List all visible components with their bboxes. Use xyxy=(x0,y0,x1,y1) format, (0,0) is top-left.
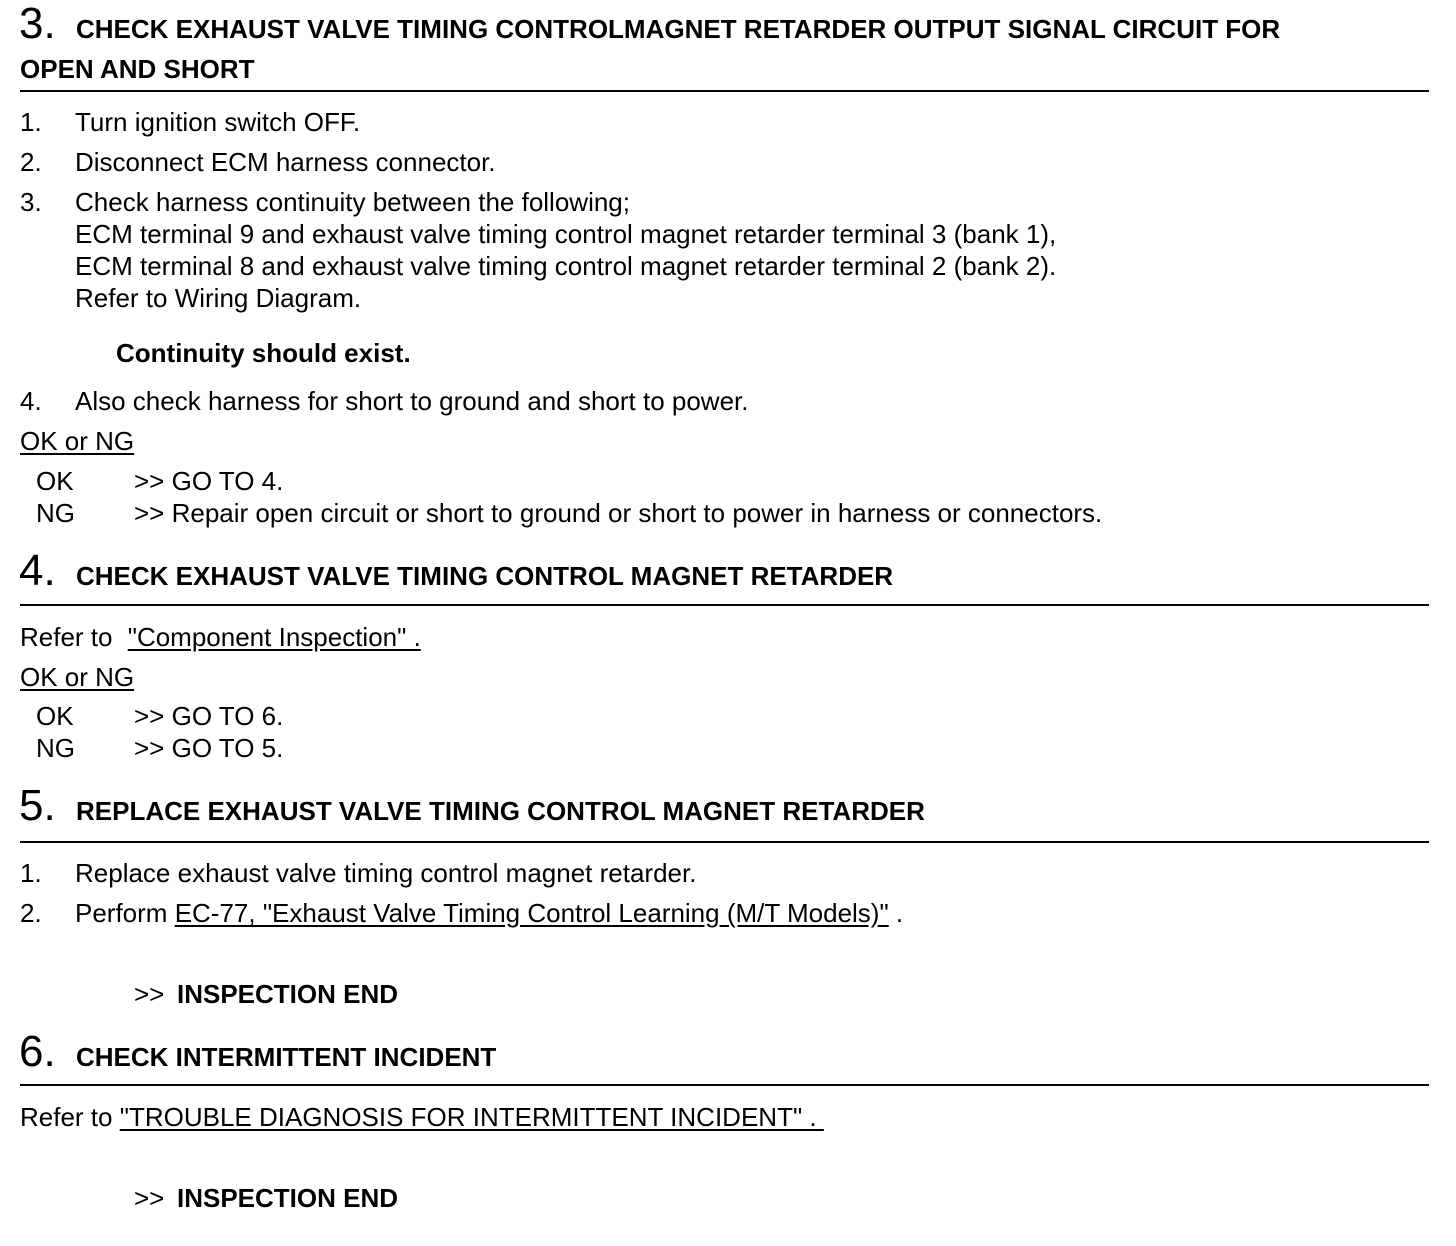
step-4-ok-action: >> GO TO 6. xyxy=(134,701,284,731)
step-3-item-1-num: 1. xyxy=(20,107,42,137)
step-6-title: CHECK INTERMITTENT INCIDENT xyxy=(76,1042,497,1072)
exhaust-valve-timing-learning-link[interactable]: EC-77, "Exhaust Valve Timing Control Learning (M/T Models)" xyxy=(174,898,889,928)
step-6-refer xyxy=(20,1101,824,1133)
step-3-item-4-num: 4. xyxy=(20,386,42,416)
step-3-item-4-text: Also check harness for short to ground and short to power. xyxy=(75,386,749,416)
step-3-ng-label: NG xyxy=(36,498,75,528)
step-3-item-3-num: 3. xyxy=(20,187,42,217)
step-5-item-2 xyxy=(75,897,903,929)
step-3-ng-action: >> Repair open circuit or short to ground or short to power in harness or connectors. xyxy=(134,498,1103,528)
step-3-item-2-text: Disconnect ECM harness connector. xyxy=(75,147,496,177)
step-4-refer-prefix: Refer to xyxy=(20,622,120,652)
step-5-end-arrow: >> xyxy=(134,979,165,1009)
step-5-number: 5. xyxy=(19,781,56,830)
step-4-ng-action: >> GO TO 5. xyxy=(134,733,284,763)
step-5-inspection-end: INSPECTION END xyxy=(177,979,399,1009)
step-6-refer-prefix: Refer to xyxy=(20,1102,120,1132)
step-4-number: 4. xyxy=(19,546,56,595)
intermittent-incident-link[interactable]: "TROUBLE DIAGNOSIS FOR INTERMITTENT INCIDENT" . xyxy=(119,1102,824,1132)
step-4-ok-label: OK xyxy=(36,701,74,731)
step-4-ng-label: NG xyxy=(36,733,75,763)
step-3-ok-action: >> GO TO 4. xyxy=(134,466,284,496)
step-3-title-line2: OPEN AND SHORT xyxy=(20,54,255,84)
step-5-item-2-suffix: . xyxy=(888,898,904,928)
step-3-ok-label: OK xyxy=(36,466,74,496)
step-3-item-3-text: Check harness continuity between the following; xyxy=(75,187,630,217)
step-5-divider xyxy=(20,841,1429,843)
step-3-ok-ng-label: OK or NG xyxy=(20,426,135,456)
step-3-item-1-text: Turn ignition switch OFF. xyxy=(75,107,361,137)
step-3-number: 3. xyxy=(19,0,56,48)
step-3-spec: Continuity should exist. xyxy=(116,338,411,368)
step-4-ok-ng-label: OK or NG xyxy=(20,662,135,692)
step-6-end-arrow: >> xyxy=(134,1183,165,1213)
step-4-title: CHECK EXHAUST VALVE TIMING CONTROL MAGNET RETARDER xyxy=(76,561,894,591)
step-4-divider xyxy=(20,604,1429,606)
step-3-title-line1: CHECK EXHAUST VALVE TIMING CONTROLMAGNET RETARDER OUTPUT SIGNAL CIRCUIT FOR xyxy=(76,14,1281,44)
step-6-number: 6. xyxy=(19,1027,56,1076)
component-inspection-link[interactable]: "Component Inspection" . xyxy=(127,622,421,652)
step-5-item-2-prefix: Perform xyxy=(75,898,175,928)
step-3-item-3-line-2: ECM terminal 9 and exhaust valve timing control magnet retarder terminal 3 (bank 1), xyxy=(75,219,1057,249)
step-5-item-1-text: Replace exhaust valve timing control magnet retarder. xyxy=(75,858,697,888)
step-5-item-1-num: 1. xyxy=(20,858,42,888)
step-6-divider xyxy=(20,1084,1429,1086)
step-3-item-3-line-4: Refer to Wiring Diagram. xyxy=(75,283,362,313)
step-5-item-2-num: 2. xyxy=(20,898,42,928)
step-3-item-3-line-3: ECM terminal 8 and exhaust valve timing control magnet retarder terminal 2 (bank 2). xyxy=(75,251,1057,281)
step-5-title: REPLACE EXHAUST VALVE TIMING CONTROL MAGNET RETARDER xyxy=(76,796,925,826)
step-4-refer xyxy=(20,621,421,653)
step-3-divider xyxy=(20,90,1429,92)
step-6-inspection-end: INSPECTION END xyxy=(177,1183,399,1213)
step-3-item-2-num: 2. xyxy=(20,147,42,177)
